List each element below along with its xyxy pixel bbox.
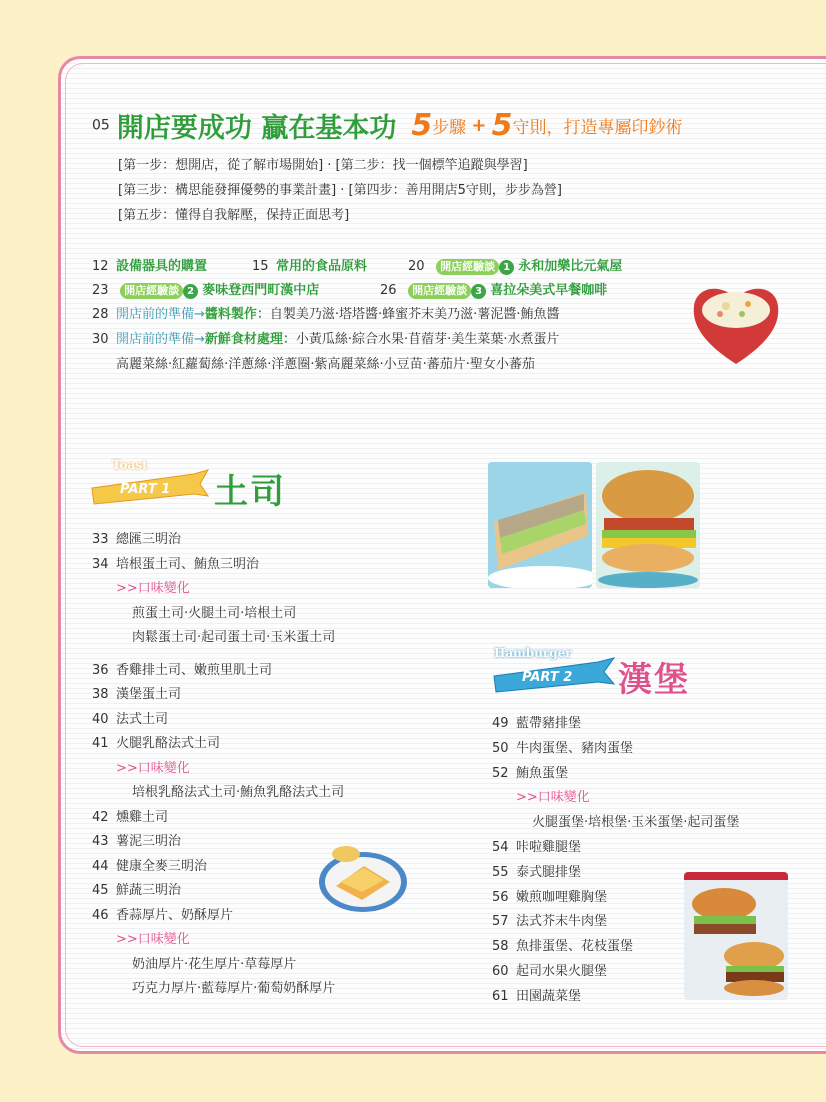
entry-page-number: 40 — [92, 711, 109, 727]
header-page-number: 05 — [92, 117, 110, 134]
part1-english: Toast — [112, 458, 148, 472]
entry-page-number: 41 — [92, 736, 109, 751]
entry-page-number: 50 — [492, 740, 509, 756]
entry-title: 法式土司 — [116, 711, 169, 727]
variation-items: 培根乳酪法式土司‧鮪魚乳酪法式土司 — [132, 785, 345, 800]
entry-page-number: 57 — [492, 914, 509, 930]
entry-page-number: 38 — [92, 687, 109, 702]
header-five-1: 5 — [411, 108, 433, 143]
entry-title: 鮮蔬三明治 — [116, 883, 182, 898]
entry-page-number: 34 — [92, 556, 109, 572]
entry-page-number: 42 — [92, 809, 109, 825]
entry-title: 薯泥三明治 — [116, 834, 182, 849]
toc-entry — [92, 732, 432, 757]
flavor-variation-label: >>口味變化 — [116, 932, 190, 947]
entry-page-number: 46 — [92, 907, 109, 923]
section-header — [92, 106, 682, 146]
entry-title: 嫩煎咖哩雞胸堡 — [516, 889, 608, 905]
flavor-variation-label: >>口味變化 — [516, 790, 590, 806]
part2-label: PART 2 — [522, 670, 573, 685]
toc-row: 26 開店經驗談 3 喜拉朵美式早餐咖啡 — [380, 283, 608, 298]
header-subtitle: 守則，打造專屬印鈔術 — [512, 118, 683, 138]
steps-line: [第三步：構思能發揮優勢的事業計畫] ‧ [第四步：善用開店5守則，步步為營] — [118, 183, 562, 198]
entry-title: 魚排蛋堡、花枝蛋堡 — [516, 939, 634, 955]
header-title: 開店要成功 贏在基本功 — [116, 113, 397, 144]
entry-title: 總匯三明治 — [116, 532, 182, 547]
flavor-variation-label: >>口味變化 — [116, 760, 190, 776]
part2-english: Hamburger — [494, 646, 572, 660]
part1-label: PART 1 — [120, 482, 171, 497]
hamburger-image — [684, 872, 788, 1000]
entry-title: 田園蔬菜堡 — [516, 988, 582, 1004]
experience-badge: 開店經驗談 — [120, 283, 183, 299]
entry-title: 鮪魚蛋堡 — [516, 765, 569, 781]
badge-number: 1 — [499, 260, 514, 275]
entry-title: 泰式腿排堡 — [516, 864, 582, 880]
toc-entry — [92, 659, 432, 684]
variation-items: 奶油厚片‧花生厚片‧草莓厚片 — [132, 956, 297, 972]
flavor-variation-label: >>口味變化 — [116, 581, 190, 596]
toc-row: 30 開店前的準備→新鮮食材處理：小黃瓜絲‧綜合水果‧苜蓿芽‧美生菜葉‧水煮蛋片 — [92, 332, 560, 347]
entry-title: 燻雞土司 — [116, 809, 169, 825]
entry-page-number: 45 — [92, 883, 109, 898]
header-steps: 步驟 — [432, 118, 467, 138]
entry-title: 培根蛋土司、鮪魚三明治 — [116, 556, 260, 572]
part1-title: 土司 — [214, 472, 286, 512]
entry-page-number: 60 — [492, 963, 509, 979]
entry-title: 咔啦雞腿堡 — [516, 839, 582, 855]
toc-entry — [492, 712, 812, 737]
entry-page-number: 49 — [492, 716, 509, 731]
badge-number: 3 — [471, 284, 486, 299]
toc-row: 28 開店前的準備→醬料製作：自製美乃滋‧塔塔醬‧蜂蜜芥末美乃滋‧薯泥醬‧鮪魚醬 — [92, 307, 560, 322]
toc-row-continued: 高麗菜絲‧紅蘿蔔絲‧洋蔥絲‧洋蔥圈‧紫高麗菜絲‧小豆苗‧蕃茄片‧聖女小蕃茄 — [116, 357, 535, 372]
entry-title: 香雞排土司、嫩煎里肌土司 — [116, 662, 273, 678]
entry-page-number: 54 — [492, 839, 509, 855]
entry-title: 牛肉蛋堡、豬肉蛋堡 — [516, 740, 634, 756]
part1-list — [92, 528, 432, 1002]
variation-items: 煎蛋土司‧火腿土司‧培根土司 — [132, 605, 297, 621]
entry-title: 漢堡蛋土司 — [116, 687, 182, 702]
steps-line: [第一步：想開店，從了解市場開始] ‧ [第二步：找一個標竿追蹤與學習] — [118, 158, 528, 173]
toc-entry — [92, 553, 432, 578]
entry-title: 香蒜厚片、奶酥厚片 — [116, 907, 234, 923]
toc-entry — [492, 737, 812, 762]
badge-number: 2 — [183, 284, 198, 299]
tuna-sandwich-image — [488, 462, 592, 588]
thick-toast-plate-image — [318, 842, 408, 914]
steps-line: [第五步：懂得自我解壓，保持正面思考] — [118, 208, 350, 223]
header-five-2: 5 — [491, 108, 513, 143]
toc-entry — [492, 836, 812, 861]
entry-title: 法式芥末牛肉堡 — [516, 914, 608, 930]
entry-page-number: 56 — [492, 889, 509, 905]
toc-entry — [92, 806, 432, 831]
toc-entry — [492, 762, 812, 787]
toc-row: 23 開店經驗談 2 麥味登西門町漢中店 — [92, 283, 320, 298]
experience-badge: 開店經驗談 — [408, 283, 471, 299]
entry-title: 起司水果火腿堡 — [516, 963, 608, 979]
header-plus: + — [471, 115, 487, 136]
entry-page-number: 44 — [92, 858, 109, 874]
part1-ribbon — [90, 458, 210, 512]
experience-badge: 開店經驗談 — [436, 259, 499, 275]
entry-page-number: 33 — [92, 532, 109, 547]
toc-entry — [92, 683, 432, 708]
entry-page-number: 58 — [492, 939, 509, 955]
variation-items: 肉鬆蛋土司‧起司蛋土司‧玉米蛋土司 — [132, 630, 336, 645]
variation-items: 巧克力厚片‧藍莓厚片‧葡萄奶酥厚片 — [132, 981, 336, 996]
toc-entry — [92, 708, 432, 733]
entry-page-number: 43 — [92, 834, 109, 849]
toc-row: 15 常用的食品原料 — [252, 259, 368, 274]
bacon-burger-toast-image — [596, 462, 700, 588]
toc-row: 20 開店經驗談 1 永和加樂比元氣屋 — [408, 259, 623, 274]
potato-salad-heart-bowl-image — [690, 280, 782, 366]
entry-title: 健康全麥三明治 — [116, 858, 208, 874]
entry-title: 火腿乳酪法式土司 — [116, 736, 221, 751]
part2-ribbon — [492, 646, 616, 700]
toc-entry — [92, 528, 432, 553]
entry-title: 藍帶豬排堡 — [516, 716, 582, 731]
variation-items: 火腿蛋堡‧培根堡‧玉米蛋堡‧起司蛋堡 — [532, 815, 740, 831]
entry-page-number: 55 — [492, 864, 509, 880]
part2-title: 漢堡 — [618, 660, 690, 700]
entry-page-number: 61 — [492, 988, 509, 1004]
entry-page-number: 36 — [92, 662, 109, 678]
toc-row: 12 設備器具的購置 — [92, 259, 208, 274]
entry-page-number: 52 — [492, 765, 509, 781]
